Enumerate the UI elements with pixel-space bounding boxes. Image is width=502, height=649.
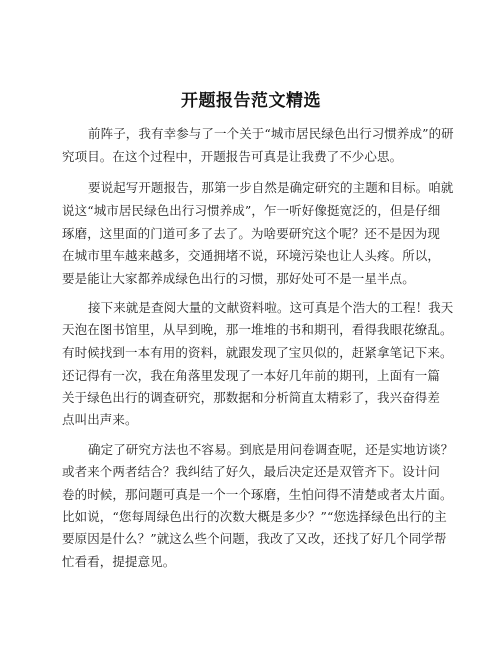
paragraph-4-line-4: 比如说，“您每周绿色出行的次数大概是多少？”“您选择绿色出行的主 (62, 509, 447, 524)
document-title: 开题报告范文精选 (181, 91, 321, 111)
paragraph-1-line-1: 前阵子，我有幸参与了一个关于“城市居民绿色出行习惯养成”的研 (88, 126, 454, 141)
paragraph-2-line-2: 说这“城市居民绿色出行习惯养成”，乍一听好像挺宽泛的，但是仔细 (62, 203, 441, 218)
paragraph-3-line-1: 接下来就是查阅大量的文献资料啦。这可真是个浩大的工程！我天 (88, 300, 454, 315)
paragraph-4-line-6: 忙看看，提提意见。 (62, 554, 176, 569)
paragraph-3-line-6: 点叫出声来。 (62, 412, 138, 427)
paragraph-3-line-5: 关于绿色出行的调查研究，那数据和分析简直太精彩了，我兴奋得差 (62, 390, 441, 405)
paragraph-4-line-3: 卷的时候，那问题可真是一个一个琢磨，生怕问得不清楚或者太片面。 (62, 487, 453, 502)
paragraph-3-line-3: 有时候找到一本有用的资料，就跟发现了宝贝似的，赶紧拿笔记下来。 (62, 345, 453, 360)
paragraph-1-line-2: 究项目。在这个过程中，开题报告可真是让我费了不少心思。 (62, 149, 403, 164)
paragraph-2-line-3: 琢磨，这里面的门道可多了去了。为啥要研究这个呢？还不是因为现 (62, 226, 441, 241)
paragraph-3-line-4: 还记得有一次，我在角落里发现了一本好几年前的期刊，上面有一篇 (62, 368, 441, 383)
paragraph-2-line-1: 要说起写开题报告，那第一步自然是确定研究的主题和目标。咱就 (88, 180, 454, 195)
paragraph-3-line-2: 天泡在图书馆里，从早到晚，那一堆堆的书和期刊，看得我眼花缭乱。 (62, 322, 453, 337)
paragraph-4-line-1: 确定了研究方法也不容易。到底是用问卷调查呢，还是实地访谈？ (88, 442, 454, 457)
paragraph-4-line-2: 或者来个两者结合？我纠结了好久，最后决定还是双管齐下。设计问 (62, 464, 441, 479)
paragraph-2-line-4: 在城市里车越来越多，交通拥堵不说，环境污染也让人头疼。所以， (62, 248, 441, 263)
paragraph-2-line-5: 要是能让大家都养成绿色出行的习惯，那好处可不是一星半点。 (62, 271, 415, 286)
paragraph-4-line-5: 要原因是什么？”就这么些个问题，我改了又改，还找了好几个同学帮 (62, 531, 447, 546)
